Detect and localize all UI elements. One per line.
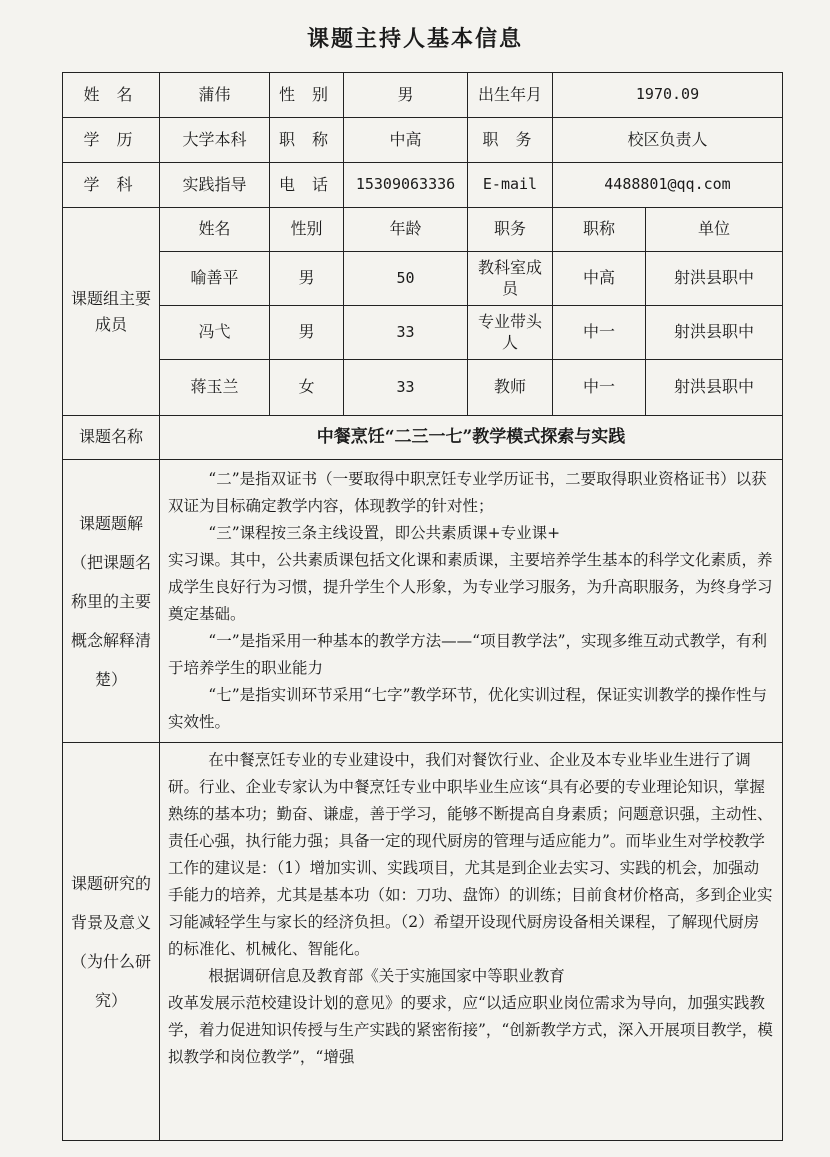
email-value: 4488801@qq.com <box>553 163 783 208</box>
name-label: 姓 名 <box>63 73 160 118</box>
member-header: 姓名 <box>160 208 270 252</box>
background-row <box>63 743 783 1141</box>
explain-row <box>63 460 783 743</box>
member-header: 单位 <box>646 208 783 252</box>
explain-content <box>160 460 783 743</box>
birth-value: 1970.09 <box>553 73 783 118</box>
host-row-3 <box>63 163 783 208</box>
name-value: 蒲伟 <box>160 73 270 118</box>
post-label: 职 务 <box>468 118 553 163</box>
background-paragraph: 改革发展示范校建设计划的意见》的要求，应“以适应职业岗位需求为导向，加强实践教学，着力促进知识传授与生产实践的紧密衔接”，“创新教学方式，深入开展项目教学，模拟教学和岗位教学”，“增强 <box>168 994 773 1066</box>
member-row <box>63 252 783 306</box>
topic-label: 课题名称 <box>63 416 160 460</box>
member-gender: 女 <box>270 360 344 416</box>
phone-label: 电 话 <box>270 163 344 208</box>
explain-label: 课题题解（把课题名称里的主要概念解释清楚） <box>63 460 160 743</box>
explain-paragraph: “二”是指双证书（一要取得中职烹饪专业学历证书，二要取得职业资格证书）以获双证为目标确定教学内容，体现教学的针对性； <box>168 470 767 515</box>
rank-label: 职 称 <box>270 118 344 163</box>
topic-value: 中餐烹饪“二三一七”教学模式探索与实践 <box>160 416 783 460</box>
info-table <box>62 72 783 1141</box>
member-rank: 中高 <box>553 252 646 306</box>
gender-value: 男 <box>344 73 468 118</box>
birth-label: 出生年月 <box>468 73 553 118</box>
member-name: 喻善平 <box>160 252 270 306</box>
member-rank: 中一 <box>553 360 646 416</box>
member-post: 教师 <box>468 360 553 416</box>
member-gender: 男 <box>270 252 344 306</box>
member-name: 蒋玉兰 <box>160 360 270 416</box>
member-age: 33 <box>344 360 468 416</box>
members-section-label: 课题组主要成员 <box>63 208 160 416</box>
explain-paragraph: “七”是指实训环节采用“七字”教学环节，优化实训过程，保证实训教学的操作性与实效性。 <box>168 686 767 731</box>
subject-value: 实践指导 <box>160 163 270 208</box>
member-unit: 射洪县职中 <box>646 306 783 360</box>
member-header: 年龄 <box>344 208 468 252</box>
member-age: 33 <box>344 306 468 360</box>
member-rank: 中一 <box>553 306 646 360</box>
page-title: 课题主持人基本信息 <box>306 26 523 52</box>
background-label: 课题研究的背景及意义（为什么研究） <box>63 743 160 1141</box>
member-gender: 男 <box>270 306 344 360</box>
rank-value: 中高 <box>344 118 468 163</box>
member-unit: 射洪县职中 <box>646 360 783 416</box>
member-unit: 射洪县职中 <box>646 252 783 306</box>
topic-row <box>63 416 783 460</box>
edu-value: 大学本科 <box>160 118 270 163</box>
member-header: 职务 <box>468 208 553 252</box>
member-post: 教科室成员 <box>468 252 553 306</box>
email-label: E-mail <box>468 163 553 208</box>
edu-label: 学 历 <box>63 118 160 163</box>
member-row <box>63 360 783 416</box>
members-header-row <box>63 208 783 252</box>
phone-value: 15309063336 <box>344 163 468 208</box>
background-content <box>160 743 783 1141</box>
member-header: 职称 <box>553 208 646 252</box>
explain-paragraph: “一”是指采用一种基本的教学方法——“项目教学法”，实现多维互动式教学，有利于培养学生的职业能力 <box>168 632 767 677</box>
post-value: 校区负责人 <box>553 118 783 163</box>
host-row-1 <box>63 73 783 118</box>
member-row <box>63 306 783 360</box>
background-paragraph: 根据调研信息及教育部《关于实施国家中等职业教育 <box>208 967 565 985</box>
member-header: 性别 <box>270 208 344 252</box>
background-paragraph: 在中餐烹饪专业的专业建设中，我们对餐饮行业、企业及本专业毕业生进行了调研。行业、企业专家认为中餐烹饪专业中职毕业生应该“具有必要的专业理论知识，掌握熟练的基本功；勤奋、谦虚，善于学习，能够不断提高自身素质；问题意识强，主动性、责任心强，执行能力强；具备一定的现代厨房的管理与适应能力”。而毕业生对学校教学工作的建议是：（1）增加实训、实践项目，尤其是到企业去实习、实践的机会，加强动手能力的培养，尤其是基本功（如：刀功、盘饰）的训练；目前食材价格高，多到企业实习能减轻学生与家长的经济负担。（2）希望开设现代厨房设备相关课程，了解现代厨房的标准化、机械化、智能化。 <box>168 751 773 958</box>
gender-label: 性 别 <box>270 73 344 118</box>
member-name: 冯弋 <box>160 306 270 360</box>
member-age: 50 <box>344 252 468 306</box>
explain-paragraph: 实习课。其中，公共素质课包括文化课和素质课，主要培养学生基本的科学文化素质，养成学生良好行为习惯，提升学生个人形象，为专业学习服务，为升高职服务，为终身学习奠定基础。 <box>168 551 773 623</box>
subject-label: 学 科 <box>63 163 160 208</box>
member-post: 专业带头人 <box>468 306 553 360</box>
explain-paragraph: “三”课程按三条主线设置，即公共素质课+专业课+ <box>208 524 561 542</box>
host-row-2 <box>63 118 783 163</box>
